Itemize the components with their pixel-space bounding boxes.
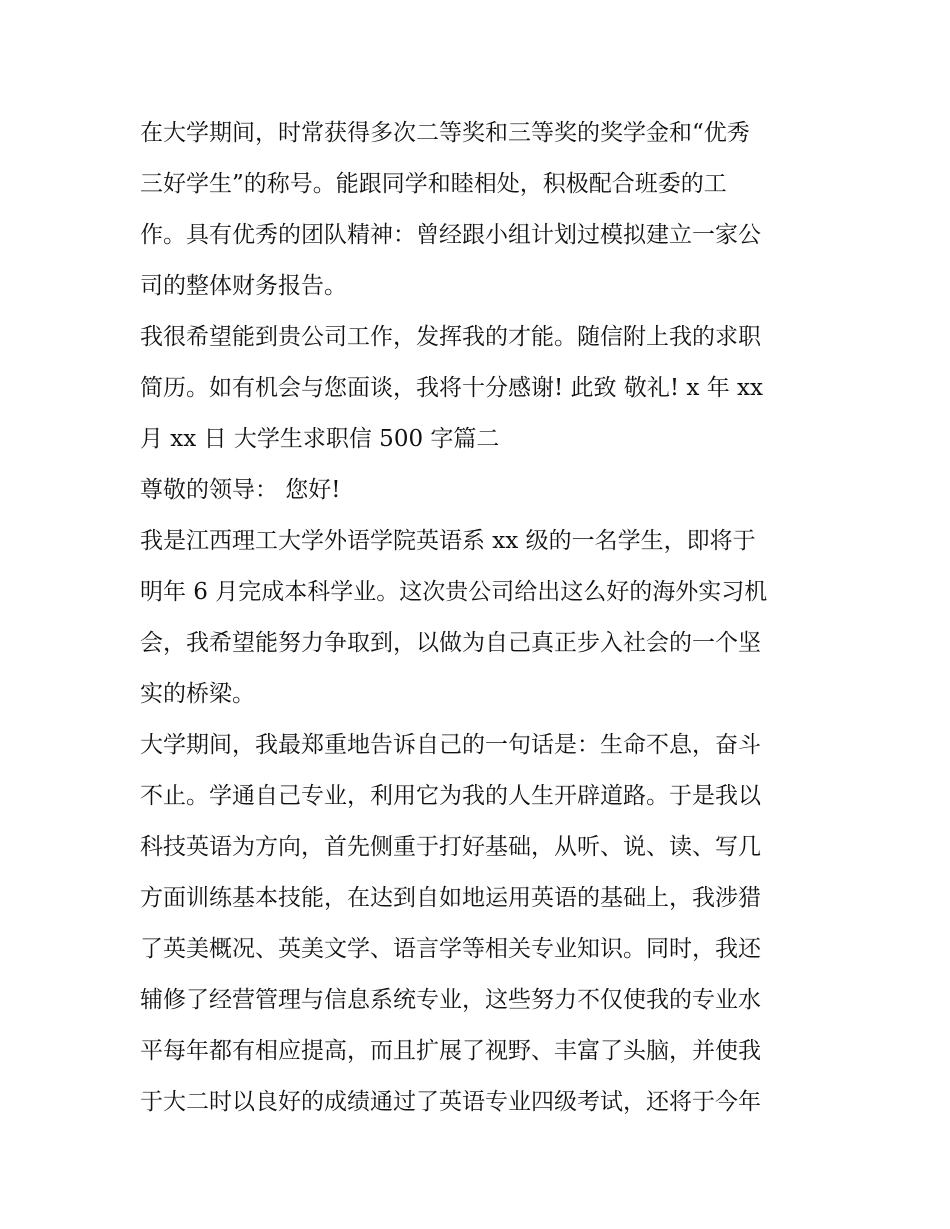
text-line: 科技英语为方向，首先侧重于打好基础，从听、说、读、写几 xyxy=(140,834,761,860)
letter-body xyxy=(140,108,820,1128)
text-line: 平每年都有相应提高，而且扩展了视野、丰富了头脑，并使我 xyxy=(140,1038,761,1064)
text-line: 辅修了经营管理与信息系统专业，这些努力不仅使我的专业水 xyxy=(140,987,761,1013)
text-line: 我很希望能到贵公司工作，发挥我的才能。随信附上我的求职 xyxy=(140,324,761,350)
text-line: 我是江西理工大学外语学院英语系 xx 级的一名学生，即将于 xyxy=(140,528,756,554)
text-line: 月 xx 日 大学生求职信 500 字篇二 xyxy=(140,426,500,452)
text-line: 作。具有优秀的团队精神：曾经跟小组计划过模拟建立一家公 xyxy=(140,222,761,248)
text-line: 三好学生”的称号。能跟同学和睦相处，积极配合班委的工 xyxy=(140,171,727,197)
text-line: 于大二时以良好的成绩通过了英语专业四级考试，还将于今年 xyxy=(140,1089,761,1115)
text-line: 实的桥梁。 xyxy=(140,681,255,707)
text-line: 明年 6 月完成本科学业。这次贵公司给出这么好的海外实习机 xyxy=(140,579,768,605)
text-line: 在大学期间，时常获得多次二等奖和三等奖的奖学金和“优秀 xyxy=(140,120,750,146)
salutation-line: 尊敬的领导： 您好! xyxy=(140,477,341,503)
text-line: 简历。如有机会与您面谈，我将十分感谢! 此致 敬礼! x 年 xx xyxy=(140,375,763,401)
text-line: 大学期间，我最郑重地告诉自己的一句话是：生命不息，奋斗 xyxy=(140,732,761,758)
text-line: 不止。学通自己专业，利用它为我的人生开辟道路。于是我以 xyxy=(140,783,761,809)
text-line: 了英美概况、英美文学、语言学等相关专业知识。同时，我还 xyxy=(140,936,761,962)
text-line: 司的整体财务报告。 xyxy=(140,273,347,299)
text-line: 会，我希望能努力争取到，以做为自己真正步入社会的一个坚 xyxy=(140,630,761,656)
text-line: 方面训练基本技能，在达到自如地运用英语的基础上，我涉猎 xyxy=(140,885,761,911)
